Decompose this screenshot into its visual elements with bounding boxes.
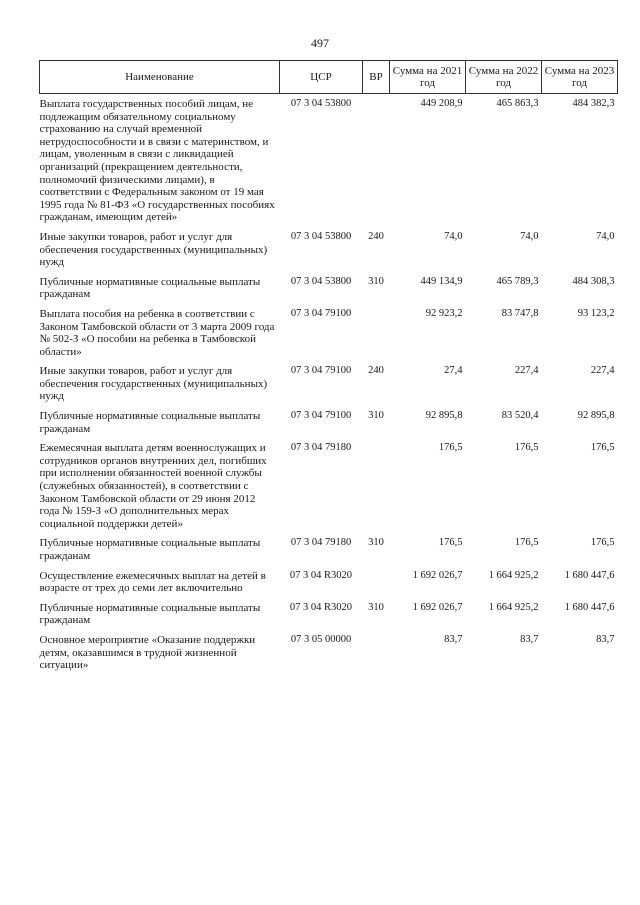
header-sum-2022: Сумма на 2022 год <box>466 61 542 94</box>
row-name: Осуществление ежемесячных выплат на детей в возрасте от трех до семи лет включительно <box>39 569 266 595</box>
row-sum-2021: 83,7 <box>444 633 463 645</box>
row-sum-2023: 1 680 447,6 <box>564 601 615 613</box>
row-sum-2023: 92 895,8 <box>577 410 615 422</box>
row-vr: 240 <box>368 230 384 242</box>
table-row <box>40 566 618 598</box>
row-sum-2023: 484 308,3 <box>572 275 615 287</box>
row-name: Выплата пособия на ребенка в соответствии с Законом Тамбовской области от 3 марта 2009 года № 502-З «О пособии на ребенка в Тамбовской области» <box>39 307 275 358</box>
row-csr: 07 3 04 53800 <box>290 98 352 109</box>
row-sum-2023: 1 680 447,6 <box>564 569 615 581</box>
row-sum-2022: 176,5 <box>514 442 539 454</box>
row-sum-2023: 83,7 <box>596 633 615 645</box>
row-name: Публичные нормативные социальные выплаты гражданам <box>39 601 261 627</box>
row-vr <box>363 630 390 675</box>
row-name: Основное мероприятие «Оказание поддержки детям, оказавшимся в трудной жизненной ситуации» <box>39 633 256 672</box>
row-name: Публичные нормативные социальные выплаты гражданам <box>39 275 261 301</box>
row-sum-2023: 93 123,2 <box>577 307 615 319</box>
row-sum-2023: 176,5 <box>590 442 615 454</box>
row-vr <box>363 566 390 598</box>
table-row <box>40 598 618 630</box>
row-vr: 310 <box>368 275 384 287</box>
table-row <box>40 438 618 533</box>
row-sum-2021: 176,5 <box>438 537 463 549</box>
header-sum-2023: Сумма на 2023 год <box>542 61 618 94</box>
row-sum-2021: 1 692 026,7 <box>412 569 463 581</box>
row-csr: 07 3 04 79180 <box>290 537 352 549</box>
row-vr: 310 <box>368 537 384 549</box>
row-vr: 240 <box>368 365 384 377</box>
row-sum-2023: 176,5 <box>590 537 615 549</box>
row-sum-2022: 83 747,8 <box>501 307 539 319</box>
header-csr: ЦСР <box>280 61 363 94</box>
row-sum-2023: 484 382,3 <box>572 98 615 109</box>
row-vr: 310 <box>368 410 384 422</box>
row-sum-2021: 176,5 <box>438 442 463 454</box>
row-sum-2021: 1 692 026,7 <box>412 601 463 613</box>
row-sum-2021: 92 895,8 <box>425 410 463 422</box>
table-row <box>40 406 618 438</box>
row-sum-2022: 465 789,3 <box>496 275 539 287</box>
row-csr: 07 3 04 R3020 <box>289 601 353 613</box>
row-sum-2022: 74,0 <box>520 230 539 242</box>
row-csr: 07 3 04 53800 <box>290 230 352 242</box>
table-row <box>40 630 618 675</box>
table-row <box>40 227 618 272</box>
row-sum-2022: 176,5 <box>514 537 539 549</box>
row-sum-2022: 1 664 925,2 <box>488 601 539 613</box>
row-csr: 07 3 04 79100 <box>290 365 352 377</box>
row-name: Иные закупки товаров, работ и услуг для обеспечения государственных (муниципальных) нужд <box>39 230 268 269</box>
table-row <box>40 94 618 227</box>
row-name: Публичные нормативные социальные выплаты гражданам <box>39 410 261 435</box>
row-csr: 07 3 04 79100 <box>290 307 352 319</box>
row-sum-2021: 27,4 <box>444 365 463 377</box>
row-csr: 07 3 05 00000 <box>290 633 352 645</box>
row-vr: 310 <box>368 601 384 613</box>
row-csr: 07 3 04 53800 <box>290 275 352 287</box>
table-header <box>40 61 618 94</box>
header-vr: ВР <box>363 61 390 94</box>
row-vr <box>363 94 390 227</box>
header-sum-2021: Сумма на 2021 год <box>390 61 466 94</box>
row-sum-2021: 449 134,9 <box>420 275 463 287</box>
row-name: Выплата государственных пособий лицам, не подлежащим обязательному социальному страхованию на случай временной нетрудоспособности и в связи с материнством, и лицам, уволенным в связи с ликвидацией организаций (прекращением деятельности, полномочий физическими лицами), в соответствии с Федеральным законом от 19 мая 1995 года № 81-ФЗ «О государственных пособиях гражданам, имеющим детей» <box>39 98 275 224</box>
table-body <box>40 94 618 675</box>
row-csr: 07 3 04 R3020 <box>289 569 353 581</box>
row-sum-2022: 465 863,3 <box>496 98 539 109</box>
row-sum-2021: 449 208,9 <box>420 98 463 109</box>
budget-table <box>39 60 618 675</box>
row-sum-2021: 92 923,2 <box>425 307 463 319</box>
row-sum-2022: 83,7 <box>520 633 539 645</box>
header-name: Наименование <box>40 61 280 94</box>
row-sum-2022: 83 520,4 <box>501 410 539 422</box>
row-sum-2023: 227,4 <box>590 365 615 377</box>
row-sum-2022: 1 664 925,2 <box>488 569 539 581</box>
row-vr <box>363 438 390 533</box>
page-number: 497 <box>311 36 329 50</box>
row-name: Ежемесячная выплата детям военнослужащих и сотрудников органов внутренних дел, погибших при исполнении обязанностей военной службы (служебных обязанностей), в соответствии с Законом Тамбовской области от 29 июня 2012 года № 159-З «О дополнительных мерах социальной поддержки детей» <box>39 442 267 530</box>
row-csr: 07 3 04 79180 <box>290 442 352 454</box>
row-name: Иные закупки товаров, работ и услуг для обеспечения государственных (муниципальных) нужд <box>39 365 268 403</box>
table-row <box>40 533 618 565</box>
row-sum-2022: 227,4 <box>514 365 539 377</box>
table-row <box>40 361 618 406</box>
row-vr <box>363 304 390 361</box>
row-sum-2023: 74,0 <box>596 230 615 242</box>
table-row <box>40 272 618 304</box>
row-sum-2021: 74,0 <box>444 230 463 242</box>
row-csr: 07 3 04 79100 <box>290 410 352 422</box>
row-name: Публичные нормативные социальные выплаты гражданам <box>39 537 261 562</box>
table-row <box>40 304 618 361</box>
